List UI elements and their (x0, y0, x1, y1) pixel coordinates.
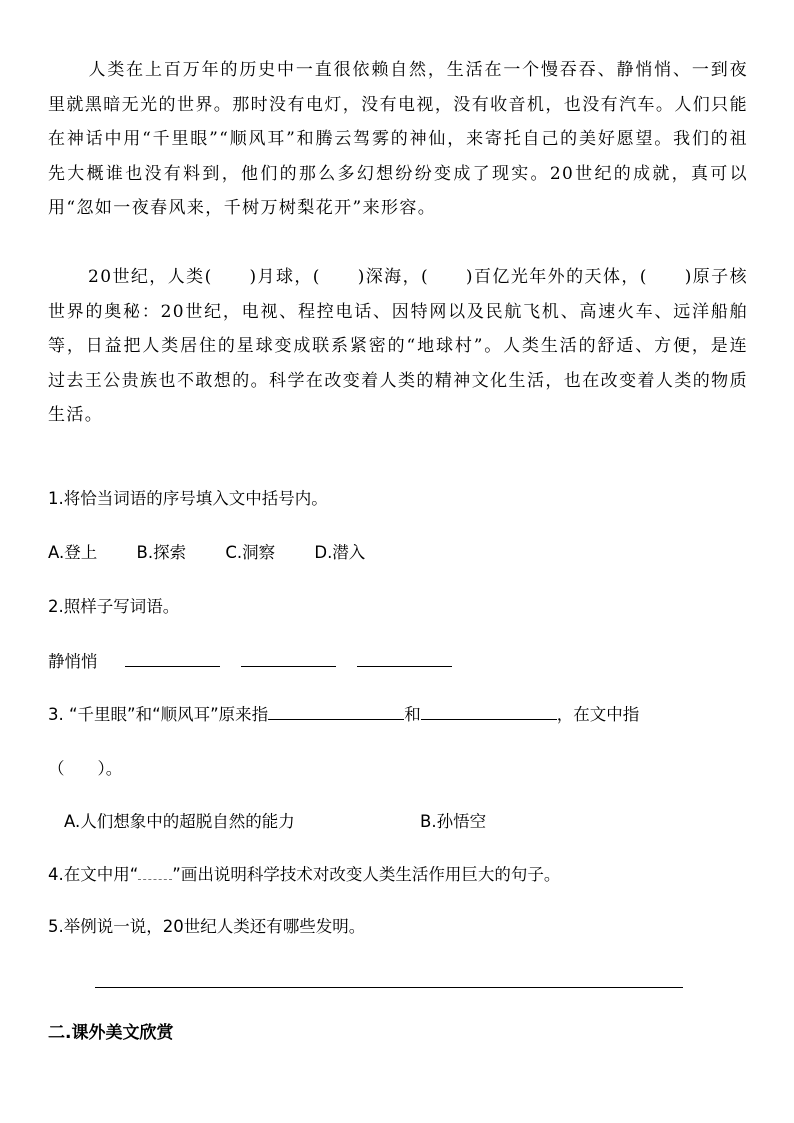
question-3-option-a: A.人们想象中的超脱自然的能力 (64, 812, 295, 831)
question-3 (48, 703, 639, 727)
answer-blank-1[interactable] (125, 650, 220, 667)
passage-paragraph-1-text: 人类在上百万年的历史中一直很依赖自然，生活在一个慢吞吞、静悄悄、一到夜里就黑暗无光的世界。那时没有电灯，没有电视，没有收音机，也没有汽车。人们只能在神话中用“千里眼”“顺风耳”和腾云驾雾的神仙，来寄托自己的美好愿望。我们的祖先大概谁也没有料到，他们的那么多幻想纷纷变成了现实。20世纪的成就，真可以用“忽如一夜春风来，千树万树梨花开”来形容。 (48, 60, 748, 218)
passage-paragraph-1 (48, 53, 748, 226)
question-2: 2.照样子写词语。 (48, 597, 180, 616)
passage-paragraph-2 (48, 260, 748, 433)
option-b: B.探索 (136, 543, 187, 562)
question-4-text-start: 4.在文中用“ (48, 865, 139, 884)
option-a: A.登上 (48, 543, 98, 562)
answer-blank-3[interactable] (357, 650, 452, 667)
question-3-paren: （ ）。 (48, 759, 123, 778)
question-1: 1.将恰当词语的序号填入文中括号内。 (48, 489, 328, 508)
option-c: C.洞察 (225, 543, 276, 562)
question-5: 5.举例说一说，20世纪人类还有哪些发明。 (48, 917, 366, 936)
answer-line[interactable] (95, 987, 683, 988)
question-2-example-word: 静悄悄 (48, 652, 98, 671)
passage-paragraph-2-text: 20世纪，人类( )月球，( )深海，( )百亿光年外的天体，( )原子核世界的奥秘：20世纪，电视、程控电话、因特网以及民航飞机、高速火车、远洋船舶等，日益把人类居住的星球变成联系紧密的“地球村”。人类生活的舒适、方便，是连过去王公贵族也不敢想的。科学在改变着人类的精神文化生活，也在改变着人类的物质生活。 (48, 267, 748, 425)
question-3-text-and: 和 (404, 705, 421, 724)
question-4 (48, 863, 560, 887)
question-3-text-end: ，在文中指 (556, 705, 640, 724)
question-3-text-start: 3. “千里眼”和“顺风耳”原来指 (48, 705, 269, 724)
option-d: D.潜入 (314, 543, 366, 562)
question-3-option-b: B.孙悟空 (420, 812, 487, 831)
question-1-options (48, 541, 399, 565)
section-2-title: 二.课外美文欣赏 (48, 1023, 174, 1043)
wavy-underline-sample (138, 865, 172, 880)
answer-blank-4[interactable] (268, 703, 404, 720)
question-2-answer-row (48, 650, 452, 674)
answer-blank-5[interactable] (421, 703, 557, 720)
answer-blank-2[interactable] (241, 650, 336, 667)
question-4-text-end: ”画出说明科学技术对改变人类生活作用巨大的句子。 (172, 865, 561, 884)
